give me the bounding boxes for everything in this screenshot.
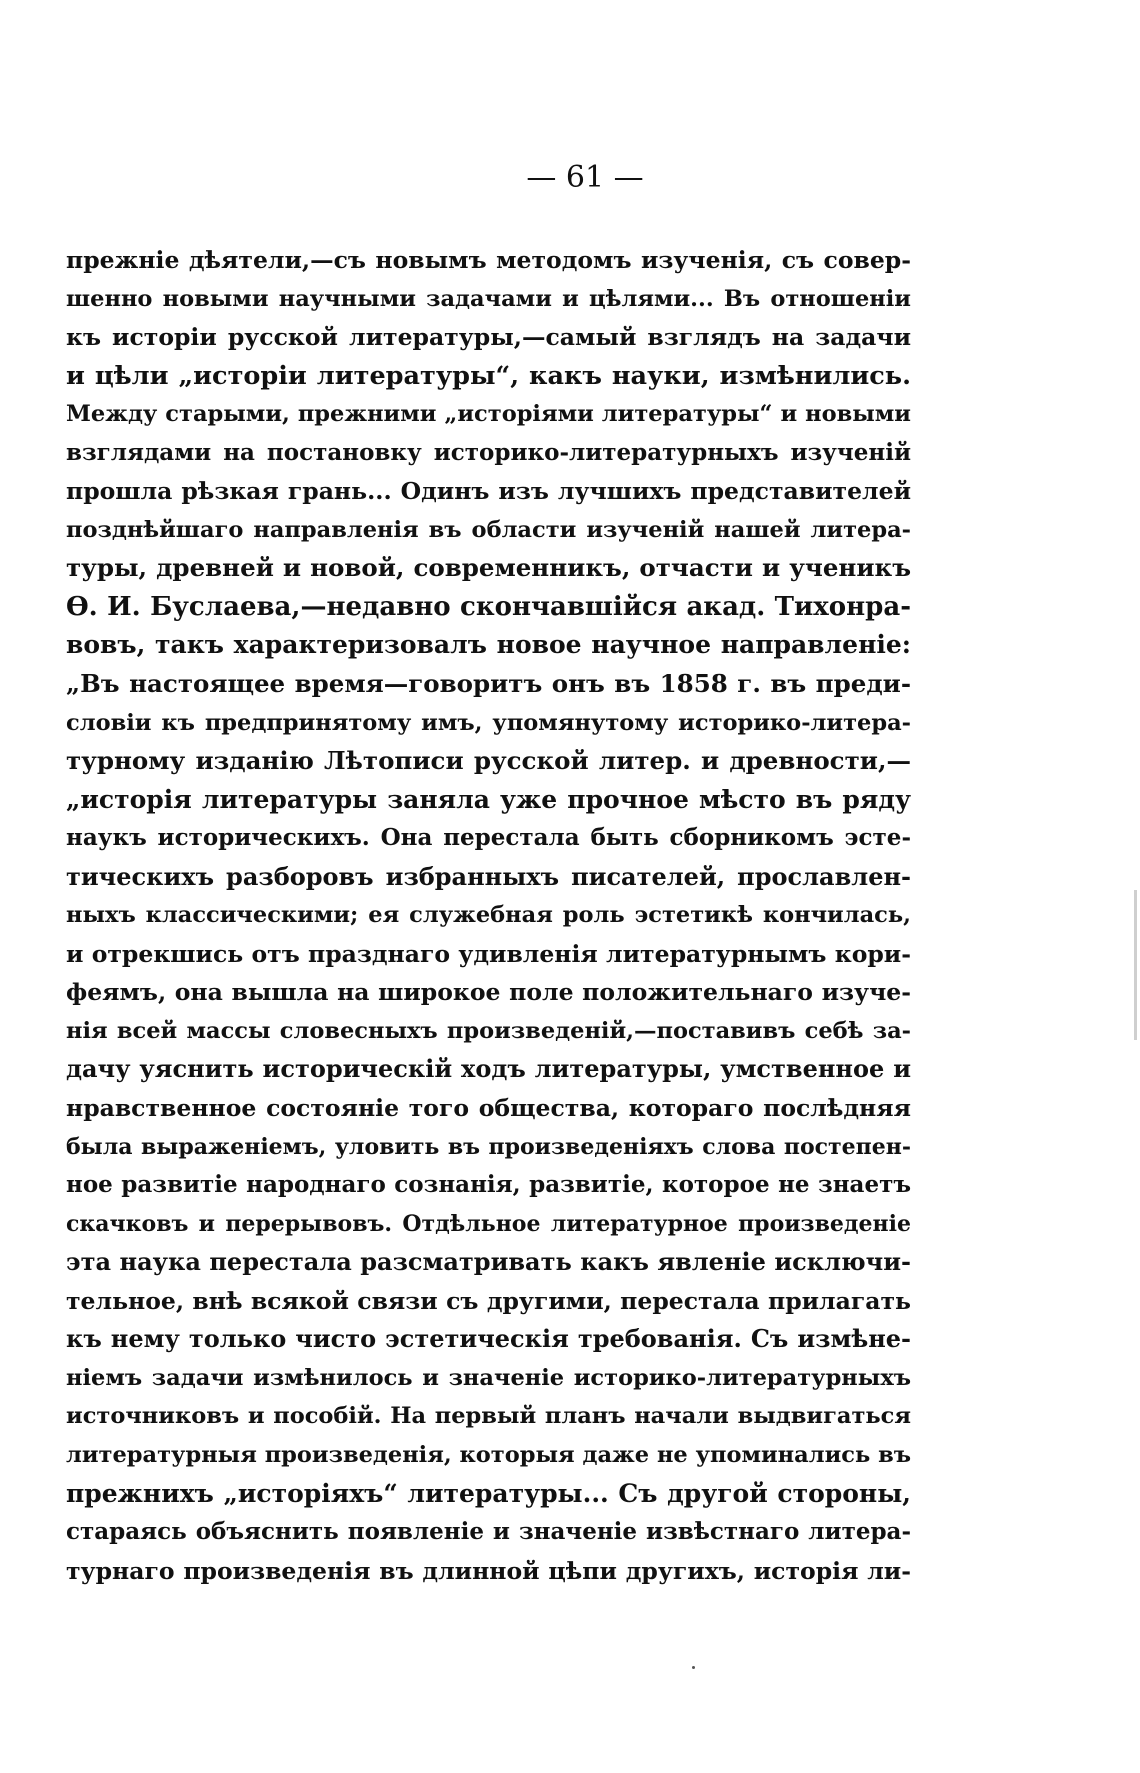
text-line: и цѣли „исторіи литературы“, какъ науки, измѣнились. xyxy=(66,360,911,391)
text-line: турному изданію Лѣтописи русской литер. и древности,— xyxy=(66,746,911,776)
text-line: ніемъ задачи измѣнилось и значеніе историко-литературныхъ xyxy=(66,1364,911,1391)
text-line: позднѣйшаго направленія въ области изученій нашей литера- xyxy=(66,516,911,543)
body-text xyxy=(66,241,911,1590)
text-line: тическихъ разборовъ избранныхъ писателей, прославлен- xyxy=(66,861,911,891)
text-line: вовъ, такъ характеризовалъ новое научное направленіе: xyxy=(66,630,911,660)
text-line: стараясь объяснить появленіе и значеніе извѣстнаго литера- xyxy=(66,1518,911,1546)
text-line: нравственное состояніе того общества, котораго послѣдняя xyxy=(66,1094,911,1123)
text-line: прежнихъ „исторіяхъ“ литературы... Съ другой стороны, xyxy=(66,1478,911,1508)
text-line: дачу уяснить историческій ходъ литературы, умственное и xyxy=(66,1054,911,1084)
text-line: турнаго произведенія въ длинной цѣпи другихъ, исторія ли- xyxy=(66,1556,911,1585)
text-line: тельное, внѣ всякой связи съ другими, перестала прилагать xyxy=(66,1286,911,1315)
text-line: была выраженіемъ, уловить въ произведеніяхъ слова постепен- xyxy=(66,1133,911,1160)
text-line: наукъ историческихъ. Она перестала быть сборникомъ эсте- xyxy=(66,824,911,852)
text-line: нія всей массы словесныхъ произведеній,—поставивъ себѣ за- xyxy=(66,1017,911,1044)
text-line: эта наука перестала разсматривать какъ явленіе исключи- xyxy=(66,1247,911,1277)
text-line: скачковъ и перерывовъ. Отдѣльное литературное произведеніе xyxy=(66,1210,911,1237)
scan-edge-mark xyxy=(1134,890,1137,1040)
text-line: Между старыми, прежними „исторіями литературы“ и новыми xyxy=(66,401,911,428)
text-line: „Въ настоящее время—говоритъ онъ въ 1858 г. въ преди- xyxy=(66,669,911,699)
text-line: словіи къ предпринятому имъ, упомянутому историко-литера- xyxy=(66,709,911,736)
scan-speck xyxy=(692,1666,695,1669)
text-line: взглядами на постановку историко-литературныхъ изученій xyxy=(66,438,911,466)
text-line: и отрекшись отъ празднаго удивленія литературнымъ кори- xyxy=(66,939,911,968)
text-line: къ исторіи русской литературы,—самый взглядъ на задачи xyxy=(66,323,911,352)
text-line: туры, древней и новой, современникъ, отчасти и ученикъ xyxy=(66,553,911,583)
text-line: прошла рѣзкая грань... Одинъ изъ лучшихъ представителей xyxy=(66,477,911,506)
text-line: ное развитіе народнаго сознанія, развитіе, которое не знаетъ xyxy=(66,1171,911,1199)
text-line: литературныя произведенія, которыя даже не упоминались въ xyxy=(66,1441,911,1468)
text-line: ныхъ классическими; ея служебная роль эстетикѣ кончилась, xyxy=(66,902,911,929)
page-number: — 61 — xyxy=(526,160,644,195)
text-line: феямъ, она вышла на широкое поле положительнаго изуче- xyxy=(66,978,911,1007)
text-line: источниковъ и пособій. На первый планъ начали выдвигаться xyxy=(66,1403,911,1430)
text-line: шенно новыми научными задачами и цѣлями... Въ отношеніи xyxy=(66,285,911,312)
text-line: Ѳ. И. Буслаева,—недавно скончавшійся акад. Тихонра- xyxy=(66,591,911,622)
text-line: къ нему только чисто эстетическія требованія. Съ измѣне- xyxy=(66,1324,911,1354)
text-line: „исторія литературы заняла уже прочное мѣсто въ ряду xyxy=(66,784,911,814)
text-line: прежніе дѣятели,—съ новымъ методомъ изученія, съ совер- xyxy=(66,246,911,274)
